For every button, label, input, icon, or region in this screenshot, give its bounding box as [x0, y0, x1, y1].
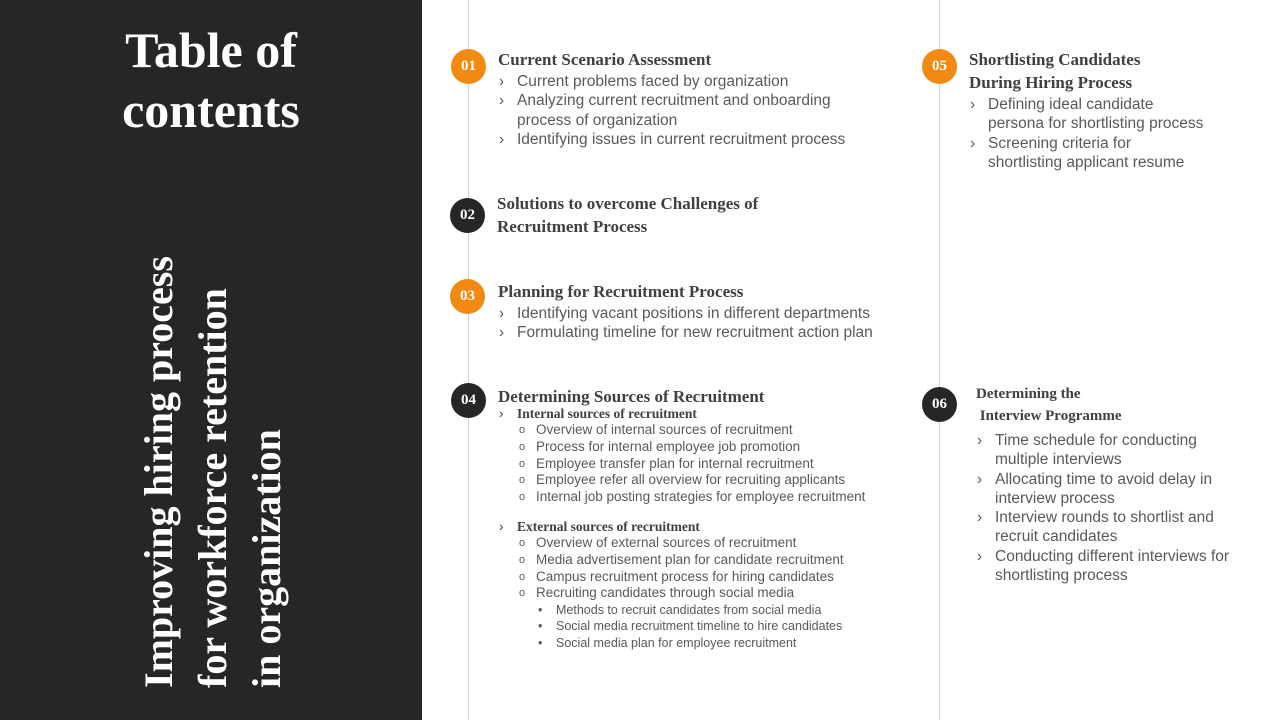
- list-item: • Methods to recruit candidates from social media: [498, 602, 918, 618]
- list-item: o Media advertisement plan for candidate recruitment: [498, 552, 918, 569]
- section-title-line: Recruitment Process: [497, 217, 648, 236]
- subtitle-line: Improving hiring process: [136, 256, 181, 688]
- section-03: [498, 280, 918, 343]
- list-item-line: shortlisting process: [995, 567, 1128, 585]
- list-item: › Identifying vacant positions in different departments: [498, 304, 918, 323]
- section-number-02: 02: [450, 198, 485, 233]
- list-item: [969, 134, 1259, 173]
- timeline-divider-right: [939, 0, 940, 720]
- list-item-continuation: [498, 111, 918, 130]
- list-item: o Employee transfer plan for internal recruitment: [498, 456, 918, 473]
- list-item-line: › Defining ideal candidate: [988, 96, 1154, 113]
- page-title-line: contents: [122, 82, 300, 138]
- list-item: [976, 470, 1266, 509]
- list-item: › Formulating timeline for new recruitment action plan: [498, 323, 918, 342]
- list-item: o Overview of external sources of recruitment: [498, 535, 918, 552]
- list-item-line: › Conducting different interviews for: [995, 547, 1230, 565]
- list-item: o Process for internal employee job promotion: [498, 439, 918, 456]
- section-title-line: Interview Programme: [976, 408, 1122, 424]
- section-item-list: [969, 95, 1259, 172]
- section-item-list: [498, 304, 918, 343]
- section-title[interactable]: Current Scenario Assessment: [498, 50, 712, 69]
- subsection-external-title: › External sources of recruitment: [498, 518, 918, 535]
- external-sources-list: [498, 535, 918, 602]
- list-item: o Recruiting candidates through social media: [498, 585, 918, 602]
- list-item-line: › Screening criteria for: [988, 134, 1132, 152]
- section-05: [969, 48, 1259, 172]
- left-panel: [0, 0, 422, 720]
- section-number-03: 03: [450, 279, 485, 314]
- list-item: [976, 508, 1266, 547]
- list-item-line: shortlisting applicant resume: [988, 153, 1185, 171]
- section-title-line: During Hiring Process: [969, 73, 1133, 92]
- section-title-line: Determining the: [976, 386, 1081, 402]
- social-media-list: [498, 602, 918, 651]
- section-title-line: Solutions to overcome Challenges of: [497, 194, 759, 213]
- section-item-list: [498, 72, 918, 149]
- section-01: [498, 48, 918, 149]
- list-item: o Internal job posting strategies for employee recruitment: [498, 489, 918, 506]
- list-item: o Employee refer all overview for recruiting applicants: [498, 472, 918, 489]
- list-item: o Campus recruitment process for hiring candidates: [498, 569, 918, 586]
- page-title: [0, 20, 422, 140]
- list-item-line: › Allocating time to avoid delay in: [995, 470, 1213, 488]
- list-item: [976, 431, 1266, 470]
- section-title[interactable]: [497, 192, 917, 238]
- list-item-line: persona for shortlisting process: [988, 115, 1204, 133]
- list-item-line: multiple interviews: [995, 451, 1122, 469]
- section-number-06: 06: [922, 387, 957, 422]
- presentation-subtitle: [132, 208, 294, 688]
- page-title-line: Table of: [125, 22, 297, 78]
- internal-sources-list: [498, 422, 918, 506]
- list-item: › Analyzing current recruitment and onboarding: [498, 91, 918, 110]
- list-item-text: process of organization: [517, 111, 678, 129]
- list-item: › Current problems faced by organization: [498, 72, 918, 91]
- list-item: • Social media recruitment timeline to hire candidates: [498, 618, 918, 634]
- section-06: [976, 383, 1266, 585]
- timeline-divider-left: [468, 0, 469, 720]
- list-item: [969, 95, 1259, 134]
- section-title[interactable]: [969, 48, 1259, 94]
- section-title[interactable]: [976, 383, 1266, 427]
- subtitle-line: in organization: [244, 429, 289, 688]
- section-title-line: Shortlisting Candidates: [969, 50, 1141, 69]
- section-number-04: 04: [451, 383, 486, 418]
- section-04: [498, 385, 918, 651]
- section-number-01: 01: [451, 49, 486, 84]
- list-item: o Overview of internal sources of recruitment: [498, 422, 918, 439]
- section-number-05: 05: [922, 49, 957, 84]
- subtitle-line: for workforce retention: [190, 288, 235, 688]
- section-title[interactable]: Determining Sources of Recruitment: [498, 387, 765, 406]
- list-item: [976, 547, 1266, 586]
- list-item-line: › Interview rounds to shortlist and: [995, 509, 1214, 527]
- list-item-line: interview process: [995, 489, 1115, 507]
- list-item: › Identifying issues in current recruitment process: [498, 130, 918, 149]
- section-02: [497, 192, 917, 238]
- list-item-line: recruit candidates: [995, 528, 1118, 546]
- list-item: • Social media plan for employee recruitment: [498, 635, 918, 651]
- section-item-list: [976, 431, 1266, 585]
- section-title[interactable]: Planning for Recruitment Process: [498, 282, 744, 301]
- list-item-line: › Time schedule for conducting: [995, 432, 1197, 449]
- subsection-internal-title: › Internal sources of recruitment: [498, 405, 918, 422]
